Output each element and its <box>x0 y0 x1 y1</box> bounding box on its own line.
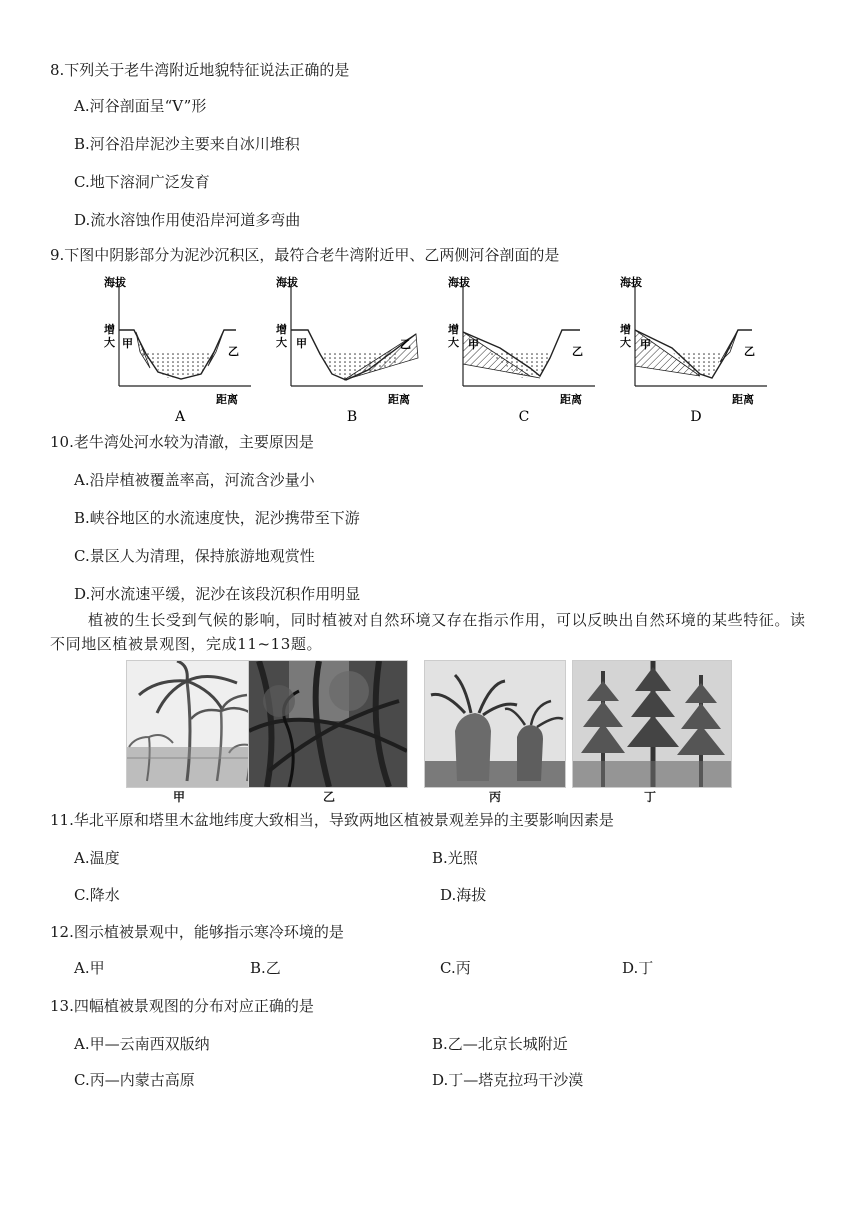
q10-option-d[interactable]: D.河水流速平缓，泥沙在该段沉积作用明显 <box>74 585 361 603</box>
photo-label-bing: 丙 <box>488 790 501 804</box>
photo-yi-rainforest <box>248 660 408 788</box>
x-axis-label: 距离 <box>560 393 582 406</box>
question-11-stem: 11.华北平原和塔里木盆地纬度大致相当，导致两地区植被景观差异的主要影响因素是 <box>50 811 614 829</box>
photo-label-ding: 丁 <box>643 790 656 804</box>
y-increase-label-top: 增 <box>448 323 459 336</box>
photo-bing-baobab <box>424 660 566 788</box>
panel-label-c[interactable]: C <box>518 409 530 425</box>
photo-label-yi: 乙 <box>322 790 335 804</box>
y-increase-label-bottom: 大 <box>104 336 115 349</box>
y-increase-label-bottom: 大 <box>448 336 459 349</box>
side-jia-label: 甲 <box>640 338 651 351</box>
y-increase-label-bottom: 大 <box>276 336 287 349</box>
x-axis-label: 距离 <box>388 393 410 406</box>
question-8-stem: 8.下列关于老牛湾附近地貌特征说法正确的是 <box>50 61 350 79</box>
panel-label-d[interactable]: D <box>690 409 702 425</box>
q11-option-a[interactable]: A.温度 <box>74 849 120 867</box>
y-axis-label: 海拔 <box>104 276 126 289</box>
question-9-stem: 9.下图中阴影部分为泥沙沉积区，最符合老牛湾附近甲、乙两侧河谷剖面的是 <box>50 246 560 264</box>
y-axis-label: 海拔 <box>620 276 642 289</box>
side-yi-label: 乙 <box>400 338 411 351</box>
q8-option-a[interactable]: A.河谷剖面呈“V”形 <box>74 97 207 115</box>
y-increase-label-bottom: 大 <box>620 336 631 349</box>
side-jia-label: 甲 <box>468 338 479 351</box>
q12-option-d[interactable]: D.丁 <box>622 959 654 977</box>
q10-option-c[interactable]: C.景区人为清理，保持旅游地观赏性 <box>74 547 315 565</box>
q12-option-c[interactable]: C.丙 <box>440 959 471 977</box>
side-jia-label: 甲 <box>296 337 307 350</box>
vegetation-intro-paragraph: 植被的生长受到气候的影响，同时植被对自然环境又存在指示作用，可以反映出自然环境的某些特征。读不同地区植被景观图，完成11~13题。 <box>50 611 806 653</box>
y-increase-label-top: 增 <box>620 323 631 336</box>
q13-option-d[interactable]: D.丁—塔克拉玛干沙漠 <box>432 1071 584 1089</box>
side-yi-label: 乙 <box>228 345 239 358</box>
panel-label-a[interactable]: A <box>174 409 186 425</box>
panel-c[interactable] <box>448 275 595 425</box>
y-axis-label: 海拔 <box>448 276 470 289</box>
side-yi-label: 乙 <box>744 345 755 358</box>
y-increase-label-top: 增 <box>276 323 287 336</box>
q13-option-b[interactable]: B.乙—北京长城附近 <box>432 1035 568 1053</box>
q13-option-a[interactable]: A.甲—云南西双版纳 <box>74 1035 210 1053</box>
q13-option-c[interactable]: C.丙—内蒙古高原 <box>74 1071 195 1089</box>
panel-d[interactable] <box>620 275 767 425</box>
question-12-stem: 12.图示植被景观中，能够指示寒冷环境的是 <box>50 923 344 941</box>
y-increase-label-top: 增 <box>104 323 115 336</box>
photo-ding-conifers <box>572 660 732 788</box>
y-axis-label: 海拔 <box>276 276 298 289</box>
question-13-stem: 13.四幅植被景观图的分布对应正确的是 <box>50 997 314 1015</box>
panel-a[interactable] <box>104 275 251 425</box>
q11-option-b[interactable]: B.光照 <box>432 849 478 867</box>
q11-option-c[interactable]: C.降水 <box>74 886 120 904</box>
q12-option-a[interactable]: A.甲 <box>74 959 105 977</box>
panel-b[interactable] <box>276 275 423 425</box>
x-axis-label: 距离 <box>732 393 754 406</box>
panel-label-b[interactable]: B <box>346 409 358 425</box>
q8-option-b[interactable]: B.河谷沿岸泥沙主要来自冰川堆积 <box>74 135 300 153</box>
question-10-stem: 10.老牛湾处河水较为清澈，主要原因是 <box>50 433 314 451</box>
side-yi-label: 乙 <box>572 345 583 358</box>
q10-option-b[interactable]: B.峡谷地区的水流速度快，泥沙携带至下游 <box>74 509 360 527</box>
x-axis-label: 距离 <box>216 393 238 406</box>
q8-option-c[interactable]: C.地下溶洞广泛发育 <box>74 173 210 191</box>
q10-option-a[interactable]: A.沿岸植被覆盖率高，河流含沙量小 <box>74 471 315 489</box>
q11-option-d[interactable]: D.海拔 <box>440 886 487 904</box>
q12-option-b[interactable]: B.乙 <box>250 959 281 977</box>
q8-option-d[interactable]: D.流水溶蚀作用使沿岸河道多弯曲 <box>74 211 301 229</box>
valley-profile-diagram <box>96 268 786 426</box>
side-jia-label: 甲 <box>122 337 133 350</box>
vegetation-photos <box>126 660 736 802</box>
photo-label-jia: 甲 <box>172 790 185 804</box>
